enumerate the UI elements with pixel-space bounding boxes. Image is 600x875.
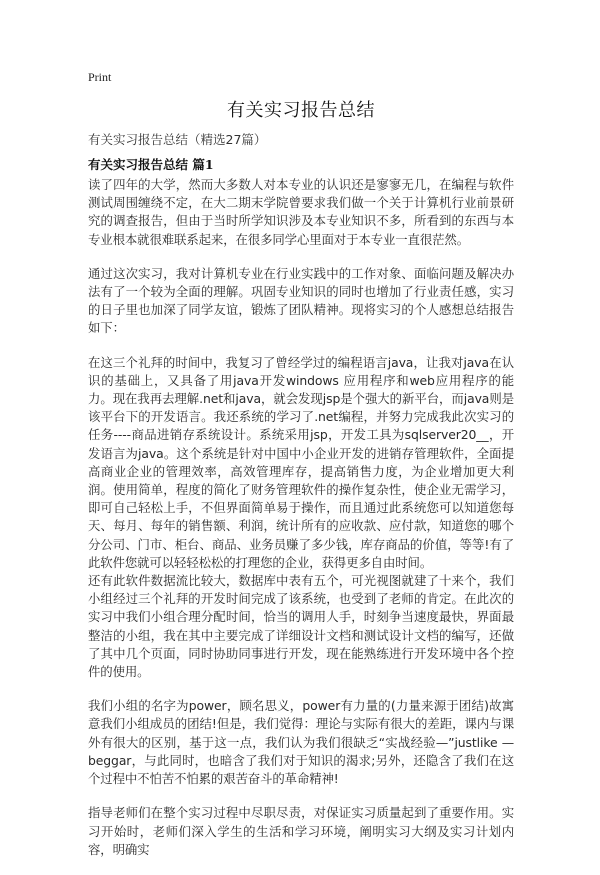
print-label: Print [88,70,112,84]
paragraph-4: 还有此软件数据流比较大，数据库中表有五个，可光视图就建了十来个，我们小组经过三个礼拜的开发时间完成了该系统，也受到了老师的肯定。在此次的实习中我们小组合理分配时间，恰当的调用人手，时刻争当速度最快，界面最整洁的小组，我在其中主要完成了详细设计文档和测试设计文档的编写，还做了其中几个页面，同时协助同事进行开发，现在能熟练进行开发环境中各个控件的使用。 [88,573,514,680]
paragraph-2: 通过这次实习，我对计算机专业在行业实践中的工作对象、面临问题及解决办法有了一个较为全面的理解。巩固专业知识的同时也增加了行业责任感，实习的日子里也加深了同学友谊，锻炼了团队精神。现将实习的个人感想总结报告如下： [88,265,514,336]
paragraph-1: 读了四年的大学，然而大多数人对本专业的认识还是寥寥无几，在编程与软件测试周围缠绕不定，在大二期末学院曾要求我们做一个关于计算机行业前景研究的调查报告，但由于当时所学知识涉及本专业知识不多，所看到的东西与本专业根本就很难联系起来，在很多同学心里面对于本专业一直很茫然。 [88,177,514,247]
paragraph-5: 我们小组的名字为power，顾名思义，power有力量的(力量来源于团结)故寓意我们小组成员的团结!但是，我们觉得：理论与实际有很大的差距，课内与课外有很大的区别，基于这一点，我们认为我们很缺乏“实战经验—”justlike —beggar，与此同时，也暗含了我们对于知识的渴求;另外，还隐含了我们在这个过程中不怕苦不怕累的艰苦奋斗的革命精神! [88,698,514,787]
section-heading: 有关实习报告总结 篇1 [88,157,214,172]
document-subtitle: 有关实习报告总结（精选27篇） [88,132,267,147]
paragraph-6: 指导老师们在整个实习过程中尽职尽责，对保证实习质量起到了重要作用。实习开始时，老师们深入学生的生活和学习环境，阐明实习大纲及实习计划内容，明确实 [88,805,514,857]
paragraph-3: 在这三个礼拜的时间中，我复习了曾经学过的编程语言java，让我对java在认识的基础上，又具备了用java开发windows 应用程序和web应用程序的能力。现在我再去理解.net和java，就会发现jsp是个强大的新平台，而java则是该平台下的开发语言。我还系统的学习了.net编程，并努力完成我此次实习的任务----商品进销存系统设计。系统采用jsp，开发工具为sqlserver20__，开发语言为java。这个系统是针对中国中小企业开发的进销存管理软件，全面提高商业企业的管理效率，高效管理库存，提高销售力度，为企业增加更大利润。使用简单，程度的简化了财务管理软件的操作复杂性，使企业无需学习，即可自己轻松上手，不但界面简单易于操作，而且通过此系统您可以知道您每天、每月、每年的销售额、利润，统计所有的应收款、应付款，知道您的哪个分公司、门市、柜台、商品、业务员赚了多少钱，库存商品的价值，等等!有了此软件您就可以轻轻松松的打理您的企业，获得更多自由时间。 [88,354,514,570]
document-body [88,176,514,875]
document-title: 有关实习报告总结 [227,100,375,121]
